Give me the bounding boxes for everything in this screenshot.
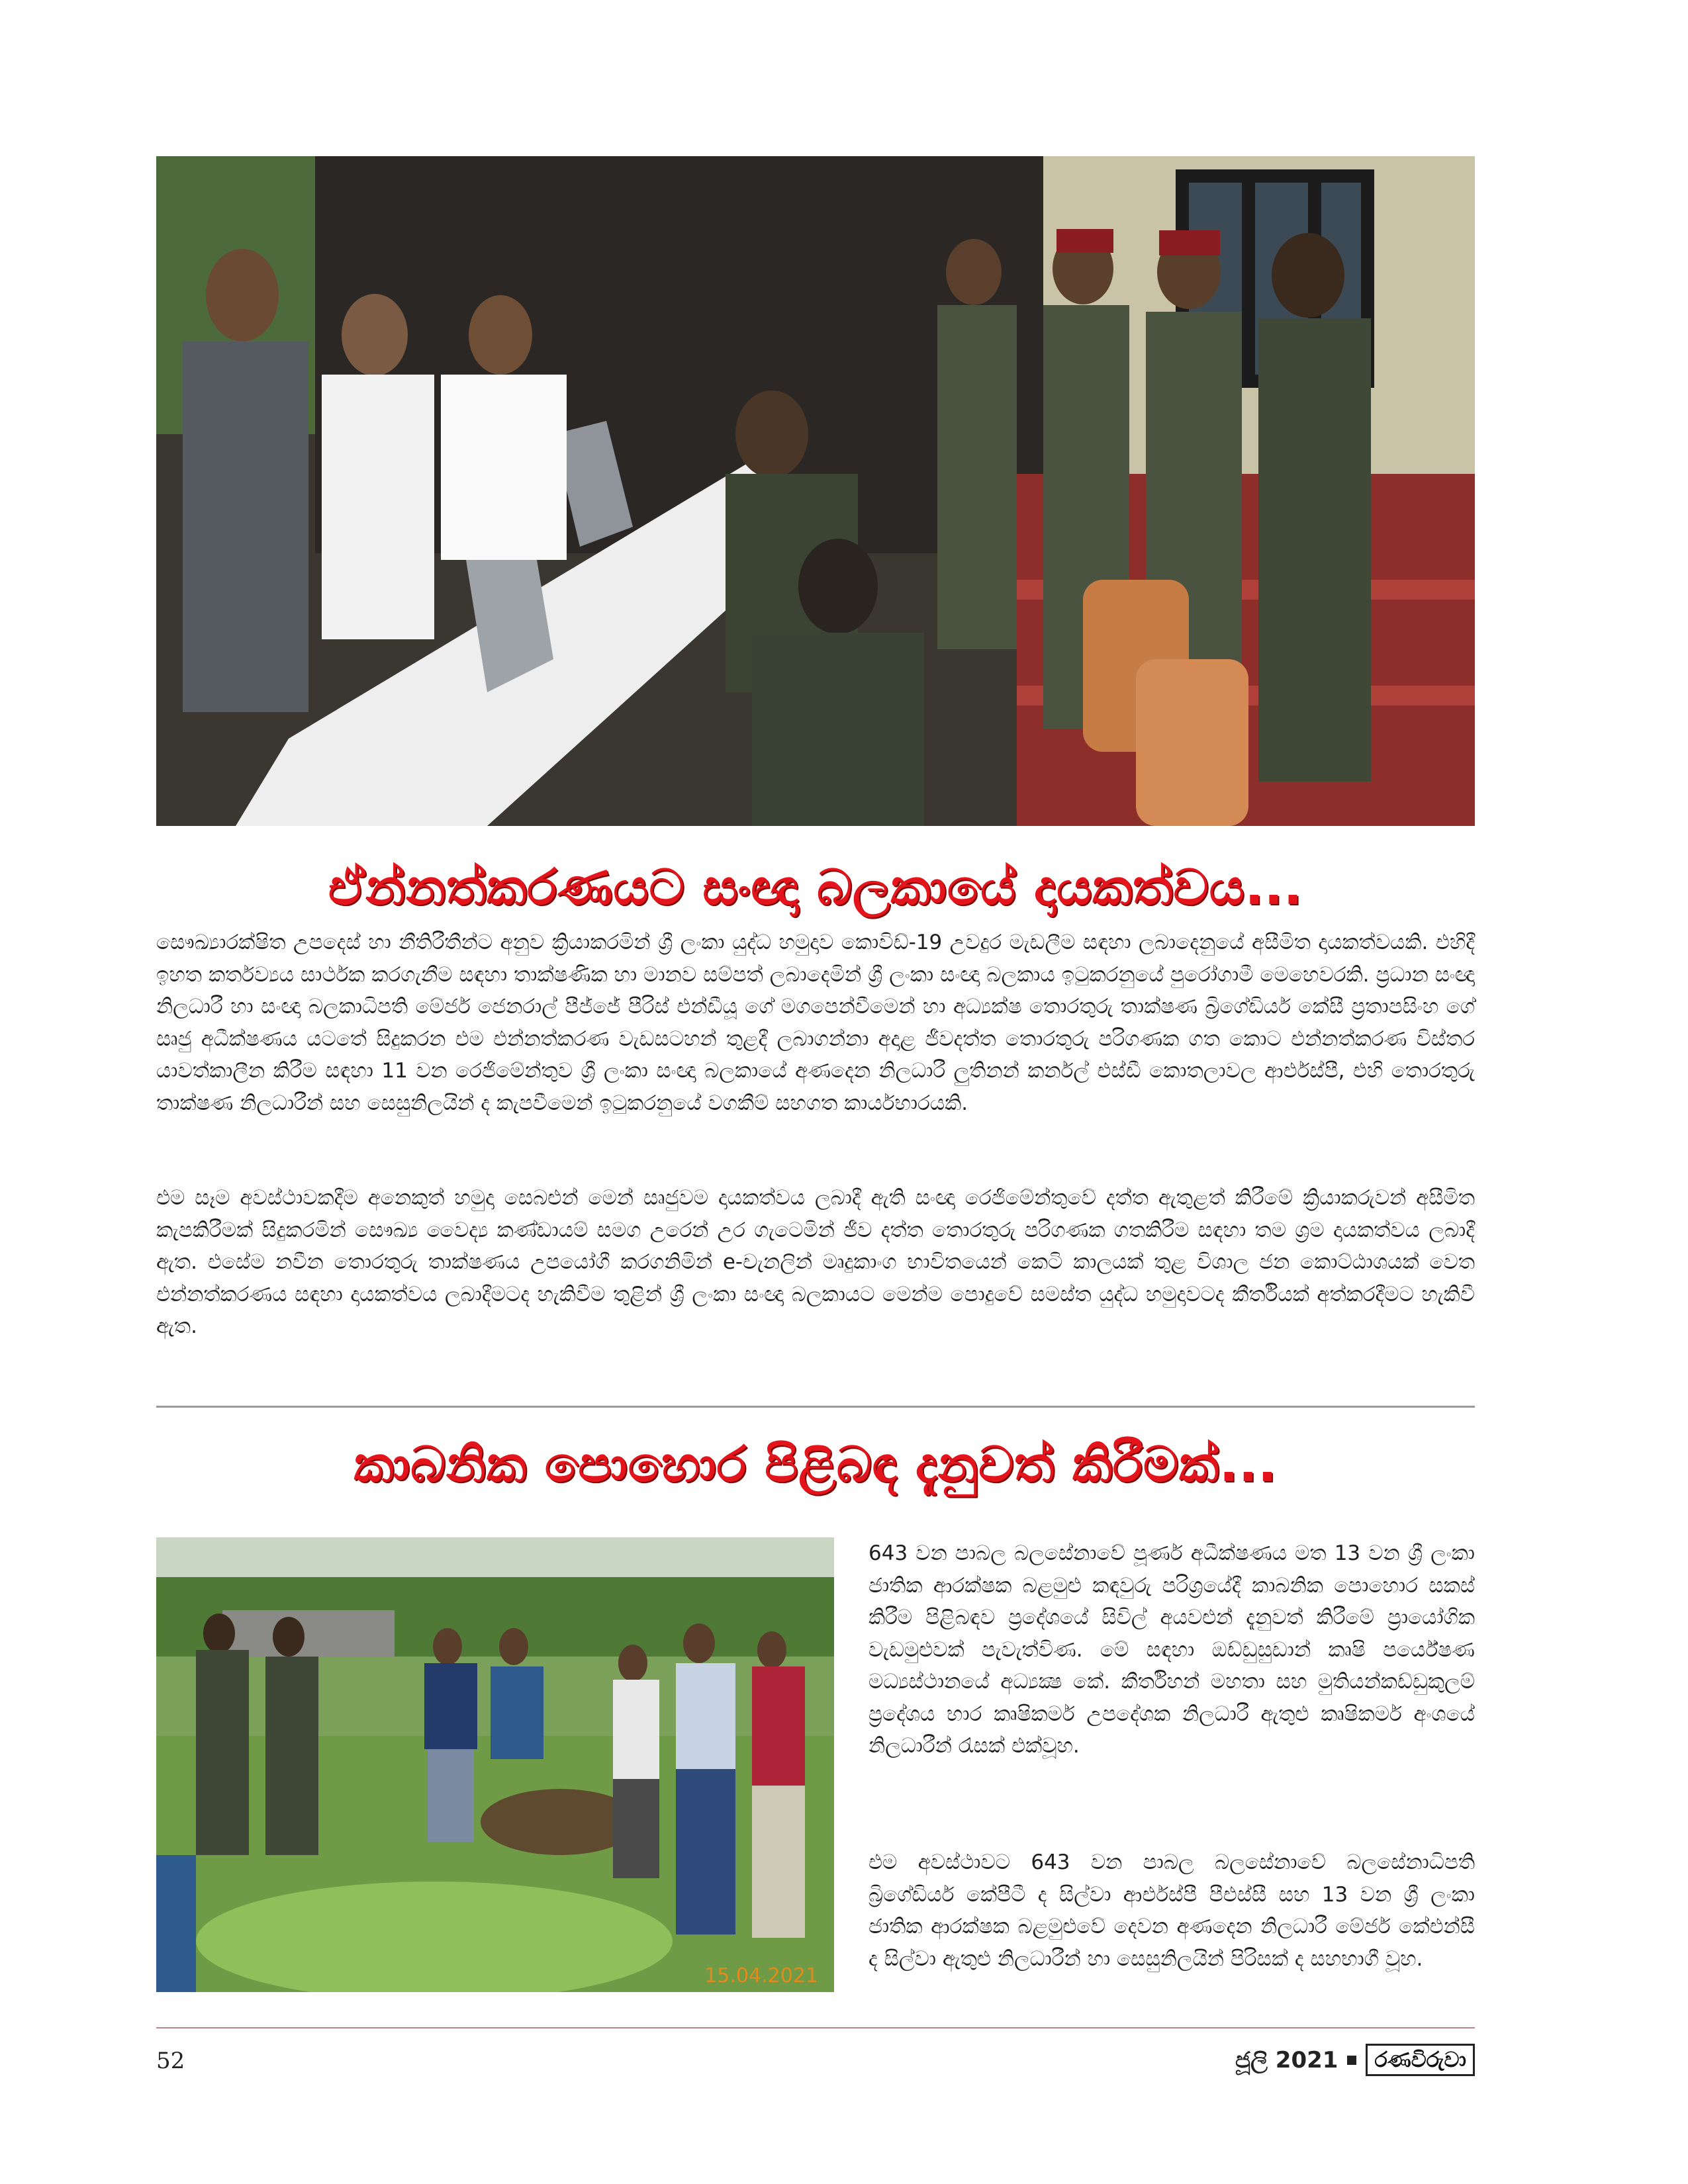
photo-date-stamp: 15.04.2021 (704, 1964, 818, 1987)
headline-organic-fertilizer: කාබනික පොහොර පිළිබඳ දැනුවත් කිරීමක්... (353, 1436, 1278, 1493)
footer-rule (156, 2027, 1475, 2028)
article2-paragraph-1: 643 වන පාබල බලසේනාවේ පූර්ණ අධීක්ෂණය මත 13 වන ශ්‍රී ලංකා ජාතික ආරක්ෂක බළමුළු කඳවුරු පරිශ්‍රයේදී කාබනික පොහොර සකස් කිරීම පිළිබඳව ප්‍රදේශයේ සිවිල් අයවළුන් දැනුවත් කිරීමේ ප්‍රායෝගික වැඩමුළුවක් පැවැත්විණ. මේ සඳහා ඔඩ්ඩුසුඩාන් කෘෂි පර්යේෂණ මධ්‍යස්ථානයේ අධ්‍යක්‍ෂ කේ. කීර්තිහන් මහතා සහ මුතියන්කඩ්ඩුකුලම් ප්‍රදේශය භාර කෘෂිකර්ම උපදේශක නිලධාරී ඇතුළු කෘෂිකර්ම අංශයේ නිලධාරීන් රැසක් එක්වූහ. (868, 1541, 1475, 1758)
section-divider (156, 1406, 1475, 1408)
footer-issue-block (1235, 2044, 1475, 2076)
article1-paragraph-1: සෞඛ්‍යාරක්ෂිත උපදෙස් හා නීතිරීතීන්ට අනුව ක්‍රියාකරමින් ශ්‍රී ලංකා යුද්ධ හමුදාව කොවිඩ්-19 උවදුර මැඩලීම සඳහා ලබාදෙනුයේ අසීමිත දායකත්වයකි. එහිදී ඉහත කර්තව්‍යය සාර්ථක කරගැනීම සඳහා තාක්ෂණික හා මානව සම්පත් ලබාදෙමින් ශ්‍රී ලංකා සංඥා බලකාය ඉටුකරනුයේ පුරෝගාමී මෙහෙවරකි. ප්‍රධාන සංඥා නිලධාරී හා සංඥා බලකාධිපති මේජර් ජෙනරාල් පීජ්ජේ පීරිස් එන්ඩීයූ ගේ මගපෙන්වීමෙන් හා අධ්‍යක්ෂ තොරතුරු තාක්ෂණ බ්‍රිගේඩියර් කේසී ප්‍රතාපසිංහ ගේ සෘජු අධීක්ෂණය යටතේ සිදුකරන එම එන්නත්කරණ වැඩසටහන් තුළදී ලබාගන්නා අදාළ ජීවදත්ත තොරතුරු පරිගණක ගත කොට එන්නත්කරණ විස්තර යාවත්කාලීන කිරීම සඳහා 11 වන රෙජිමේන්තුව ශ්‍රී ලංකා සංඥා බලකායේ අණදෙන නිලධාරී ලුතිනන් කර්නල් එස්ඩී කොතලාවල ආර්එස්පී, එහි තොරතුරු තාක්ෂණ නිලධාරීන් සහ සෙසුනිලයින් ද කැපවීමෙන් ඉටුකරනුයේ වගකීම් සහගත කාර්යභාරයකි. (156, 931, 1475, 1115)
bottom-photo-illustration (156, 1537, 834, 1992)
top-photo (156, 156, 1475, 826)
headline-vaccination: ඒන්නත්කරණයට සංඥා බලකායේ දායකත්වය... (328, 859, 1303, 916)
bottom-photo (156, 1537, 834, 1992)
article1-paragraph-2: එම සෑම අවස්ථාවකදීම අනෙකුත් හමුදා සෙබළුන් මෙන් සෘජුවම දායකත්වය ලබාදී ඇති සංඥා රෙජිමේන්තුවේ දත්ත ඇතුළත් කිරීමේ ක්‍රියාකරුවන් අසීමිත කැපකිරීමක් සිදුකරමින් සෞඛ්‍ය වෛද්‍ය කණ්ඩායම් සමග උරෙන් උර ගැටෙමින් ජීව දත්ත තොරතුරු පරිගණක ගතකිරීම සඳහා තම ශ්‍රම දායකත්වය ලබාදී ඇත. එසේම නවීන තොරතුරු තාක්ෂණය උපයෝගී කරගනිමින් e-චැනලින් මෘදුකාංග භාවිතයෙන් කෙටි කාලයක් තුළ විශාල ජන කොට්ඨාශයක් වෙත එන්නත්කරණය සඳහා දායකත්වය ලබාදීමටද හැකිවීම තුළින් ශ්‍රී ලංකා සංඥා බලකායට මෙන්ම පොදුවේ සමස්ත යුද්ධ හමුදාවටද කීර්තියක් අත්කරදීමට හැකිවී ඇත. (156, 1186, 1475, 1338)
footer-bullet (1347, 2056, 1356, 2065)
top-photo-illustration (156, 156, 1475, 826)
magazine-logo: රණවිරුවා (1366, 2044, 1475, 2076)
article2-paragraph-2: එම අවස්ථාවට 643 වන පාබල බලසේනාවේ බලසේනාධිපති බ්‍රිගේඩියර් කේපීටී ද සිල්වා ආර්එස්පී පීඑස්සී සහ 13 වන ශ්‍රී ලංකා ජාතික ආරක්ෂක බළමුළුවේ දෙවන අණදෙන නිලධාරී මේජර් කේඑන්සී ද සිල්වා ඇතුළු නිලධාරීන් හා සෙසුනිලයින් පිරිසක් ද සහභාගී වූහ. (868, 1850, 1475, 1971)
issue-date: ජූලි 2021 (1235, 2046, 1338, 2073)
page-number: 52 (156, 2048, 185, 2074)
